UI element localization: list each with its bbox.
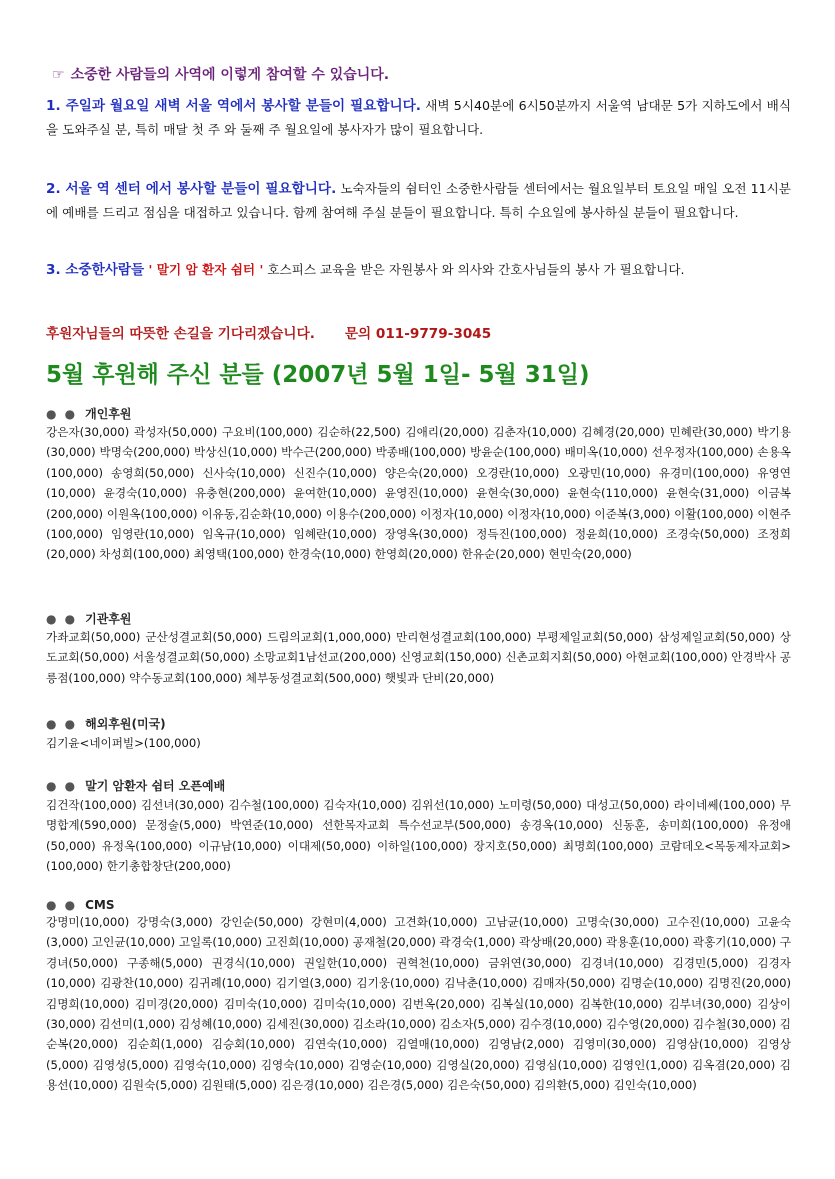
donor-list-overseas: 김기윤<네이퍼빌>(100,000) — [46, 736, 201, 750]
paragraph-2 — [46, 177, 791, 225]
section-heading-overseas: ● ● 해외후원(미국) — [46, 717, 166, 731]
paragraph-3-body: 호스피스 교육을 받은 자원봉사 와 의사와 간호사님들의 봉사 가 필요합니다. — [263, 262, 685, 277]
paragraph-1-body: 새벽 5시40분에 6시50분까지 서울역 남대문 5가 지하도에서 배식을 도와주실 분, 특히 매달 첫 주 와 둘째 주 월요일에 봉사자가 많이 필요합니다. — [46, 98, 791, 137]
pointing-hand-icon: ☞ — [52, 67, 65, 83]
donor-list-hospice: 김건작(100,000) 김선녀(30,000) 김수철(100,000) 김숙자(10,000) 김위선(10,000) 노미령(50,000) 대성고(50,000) 라이네쎄(100,000) 무명합계(590,000) 문정술(5,000) 박연준(10,000) 선한목자교회 특수선교부(500,000) 송경옥(10,000) 신동훈, 송미희(100,000) 유정애(50,000) 유정옥(100,000) 이규남(10,000) 이대제(50,000) 이하일(100,000) 장지호(50,000) 최명희(100,000) 코람데오<목동제자교회>(100,000) 한기총합창단(200,000) — [46, 798, 791, 874]
contact-info: 문의 011-9779-3045 — [344, 326, 492, 342]
thanks-line — [46, 322, 491, 342]
section-heading-individual: ● ● 개인후원 — [46, 407, 132, 421]
bullet-dots-icon: ● ● — [46, 407, 78, 421]
section-heading-hospice: ● ● 말기 암환자 쉼터 오픈예배 — [46, 779, 226, 793]
paragraph-1-lead: 1. 주일과 월요일 새벽 서울 역에서 봉사할 분들이 필요합니다. — [46, 98, 421, 114]
bullet-dots-icon: ● ● — [46, 612, 78, 626]
paragraph-3 — [46, 258, 791, 282]
paragraph-3-lead: 3. 소중한사람들 — [46, 262, 145, 278]
paragraph-1 — [46, 94, 791, 142]
section-heading-cms: ● ● CMS — [46, 898, 115, 912]
donors-title: 5월 후원해 주신 분들 (2007년 5월 1일- 5월 31일) — [46, 362, 590, 388]
donor-list-individual: 강은자(30,000) 곽성자(50,000) 구요비(100,000) 김순하(22,500) 김애리(20,000) 김춘자(10,000) 김혜경(20,000) 민혜란(30,000) 박기용(30,000) 박명숙(200,000) 박상신(10,000) 박수근(200,000) 박종배(100,000) 방윤순(100,000) 배미옥(10,000) 선우정자(100,000) 손용옥(100,000) 송영희(50,000) 신사숙(10,000) 신진수(10,000) 양은숙(20,000) 오경란(10,000) 오광민(10,000) 유경미(100,000) 유영연(10,000) 윤경숙(10,000) 유충현(200,000) 윤여한(10,000) 윤영진(10,000) 윤현숙(30,000) 윤현숙(110,000) 윤현숙(31,000) 이금복(200,000) 이원옥(100,000) 이유동,김순화(10,000) 이용수(200,000) 이정자(10,000) 이정자(10,000) 이준복(3,000) 이활(100,000) 이현주(100,000) 임영란(10,000) 임옥규(10,000) 임혜란(10,000) 장영옥(30,000) 정득진(100,000) 정윤희(10,000) 조경숙(50,000) 조정희(20,000) 차성희(100,000) 최영택(100,000) 한경숙(10,000) 한영희(20,000) 한유순(20,000) 현민숙(20,000) — [46, 425, 791, 562]
donor-list-cms: 강명미(10,000) 강명숙(3,000) 강인순(50,000) 강현미(4,000) 고견화(10,000) 고남균(10,000) 고명숙(30,000) 고수진(10,000) 고윤숙(3,000) 고인균(10,000) 고일록(10,000) 고진희(10,000) 공재철(20,000) 곽경숙(1,000) 곽상배(20,000) 곽용훈(10,000) 곽홍기(10,000) 구경녀(50,000) 구종해(5,000) 권경식(10,000) 권일한(10,000) 권혁천(10,000) 금위연(30,000) 김경녀(10,000) 김경민(5,000) 김경자(10,000) 김광찬(10,000) 김귀례(10,000) 김기열(3,000) 김기웅(10,000) 김낙춘(10,000) 김매자(50,000) 김명순(10,000) 김명진(20,000) 김명희(10,000) 김미경(20,000) 김미숙(10,000) 김미숙(10,000) 김번옥(20,000) 김복실(10,000) 김복한(10,000) 김부녀(30,000) 김상이(30,000) 김선미(1,000) 김성혜(10,000) 김세진(30,000) 김소라(10,000) 김소자(5,000) 김수경(10,000) 김수영(20,000) 김수철(30,000) 김순복(20,000) 김순희(1,000) 김승회(10,000) 김연숙(10,000) 김열매(10,000) 김영남(2,000) 김영미(30,000) 김영삼(10,000) 김영상(5,000) 김영성(5,000) 김영숙(10,000) 김영숙(10,000) 김영순(10,000) 김영실(20,000) 김영심(10,000) 김영인(1,000) 김옥겸(20,000) 김용선(10,000) 김원숙(5,000) 김원태(5,000) 김은경(10,000) 김은경(5,000) 김은숙(50,000) 김의환(5,000) 김인숙(10,000) — [46, 915, 791, 1093]
donor-list-institution: 가좌교회(50,000) 군산성결교회(50,000) 드림의교회(1,000,000) 만리현성결교회(100,000) 부평제일교회(50,000) 삼성제일교회(50,000) 상도교회(50,000) 서울성결교회(50,000) 소망교회1남선교(200,000) 신영교회(150,000) 신촌교회지회(50,000) 아현교회(100,000) 안경박사 공릉점(100,000) 약수동교회(100,000) 체부동성결교회(500,000) 햇빛과 단비(20,000) — [46, 630, 791, 685]
bullet-dots-icon: ● ● — [46, 898, 78, 912]
bullet-dots-icon: ● ● — [46, 717, 78, 731]
paragraph-2-body: 노숙자들의 쉼터인 소중한사람들 센터에서는 월요일부터 토요일 매일 오전 11시분에 예배를 드리고 점심을 대접하고 있습니다. 함께 참여해 주실 분들이 필요합니다. 특히 수요일에 봉사하실 분들이 필요합니다. — [46, 181, 791, 220]
paragraph-2-lead: 2. 서울 역 센터 에서 봉사할 분들이 필요합니다. — [46, 181, 337, 197]
paragraph-3-highlight: ' 말기 암 환자 쉼터 ' — [144, 262, 264, 277]
bullet-dots-icon: ● ● — [46, 779, 78, 793]
thanks-text: 후원자님들의 따뜻한 손길을 기다리겠습니다. — [46, 326, 315, 342]
page-header: ☞ 소중한 사람들의 사역에 이렇게 참여할 수 있습니다. — [52, 67, 390, 83]
section-heading-institution: ● ● 기관후원 — [46, 612, 132, 626]
